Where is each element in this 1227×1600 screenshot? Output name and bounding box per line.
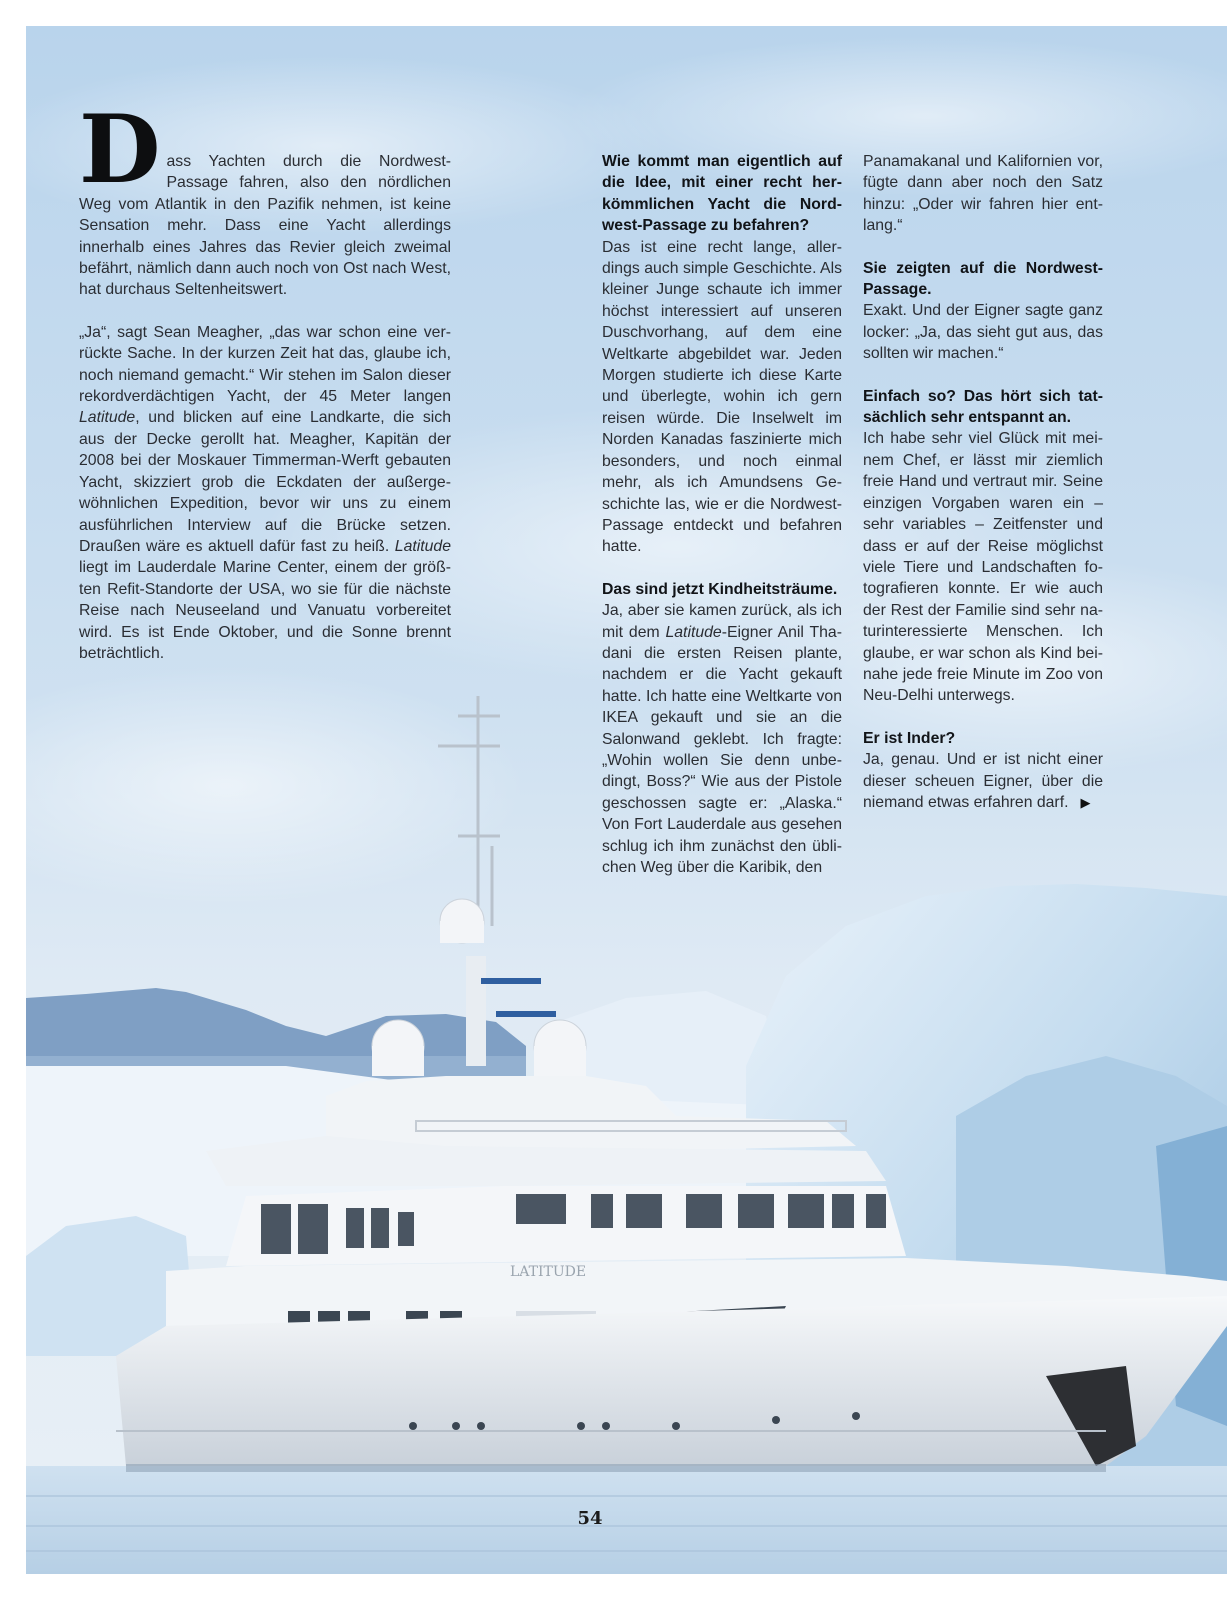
drop-cap-letter: D	[79, 95, 161, 205]
interview-question: Wie kommt man eigentlich auf die Idee, mit einer recht herkömmlichen Yacht die Nordwest-Passage zu befahren?	[602, 153, 842, 235]
yacht-name: Latitude	[79, 409, 136, 427]
body-text: „Ja“, sagt Sean Meagher, „das war schon eine verrückte Sache. In der kurzen Zeit hat das, glaube ich, noch niemand gemacht.“ Wir stehen im Salon dieser rekordverdächtigen Yacht, der 45 Meter langen	[79, 323, 451, 406]
answer-text: Ja, genau. Und er ist nicht einer dieser scheuen Eigner, über die niemand etwas erfahren darf.	[863, 751, 1103, 811]
hull-name-text: LATITUDE	[510, 1264, 587, 1280]
column-2	[602, 151, 842, 878]
interview-answer	[863, 749, 1103, 813]
page-number: 54	[577, 1508, 603, 1529]
body-text: , und blicken auf eine Landkarte, die sich aus der Decke gerollt hat. Meagher, Kapitän der 2008 bei der Moskauer Timmerman-Werft gebauten Yacht, skizziert grob die Eckdaten der außergewöhnlichen Expedition, bevor wir uns zu einem ausführlichen Interview auf die Brücke setzen. Draußen wäre es aktuell dafür fast zu heiß.	[79, 409, 451, 555]
body-paragraph	[79, 322, 451, 665]
interview-question: Sie zeigten auf die Nordwest-Passage.	[863, 259, 1103, 299]
answer-text: Ja, aber sie kamen zurück, als ich mit dem	[602, 602, 842, 641]
intro-text: ass Yachten durch die Nordwest-Passage fahren, also den nördlichen Weg vom Atlantik in den Pazifik nehmen, ist keine Sensation mehr. Dass eine Yacht allerdings innerhalb eines Jahres das Revier gleich zweimal befährt, nämlich dann auch noch von Ost nach West, hat durchaus Seltenheitswert.	[79, 153, 451, 299]
interview-question: Das sind jetzt Kindheitsträume.	[602, 580, 838, 598]
magazine-page	[26, 26, 1227, 1574]
interview-question: Er ist Inder?	[863, 729, 956, 747]
yacht-name: Latitude	[665, 623, 722, 641]
answer-text: -Eigner Anil Thadani die ersten Reisen plante, nachdem er die Yacht gekauft hatte. Ich hatte eine Weltkarte von IKEA gekauft und sie an die Salonwand geklebt. Ich fragte: „Wohin wollen Sie denn unbedingt, Boss?“ Wie aus der Pistole geschossen sagte er: „Alaska.“ Von Fort Lauderdale aus gesehen schlug ich ihm zunächst den üblichen Weg über die Karibik, den	[602, 623, 842, 876]
column-1	[79, 95, 451, 664]
interview-answer: Das ist eine recht lange, allerdings auch simple Geschichte. Als kleiner Junge schaute ich immer höchst interessiert auf unseren Duschvorhang, auf dem eine Weltkarte abgebildet war. Jeden Morgen studierte ich diese Karte und überlegte, wohin ich gern reisen würde. Die Inselwelt im Norden Kanadas faszinierte mich besonders, und noch einmal mehr, als ich Amundsens Geschichte las, wie er die Nordwest-Passage entdeckt und befahren hatte.	[602, 238, 842, 556]
intro-paragraph	[79, 95, 451, 301]
body-text: liegt im Lauderdale Marine Center, einem der größten Refit-Standorte der USA, wo sie für die nächste Reise nach Neuseeland und Vanuatu vorbereitet wird. Es ist Ende Oktober, und die Sonne brennt beträchtlich.	[79, 559, 451, 662]
interview-answer	[602, 600, 842, 878]
continue-arrow-icon: ▶	[1080, 794, 1091, 810]
interview-answer: Exakt. Und der Eigner sagte ganz locker: „Ja, das sieht gut aus, das sollten wir machen.“	[863, 302, 1103, 363]
interview-question: Einfach so? Das hört sich tatsächlich sehr entspannt an.	[863, 387, 1103, 427]
interview-answer: Ich habe sehr viel Glück mit meinem Chef, er lässt mir ziemlich freie Hand und vertraut mir. Seine einzigen Vorgaben waren ein – sehr variables – Zeitfenster und dass er auf der Reise möglichst viele Tiere und Landschaften fotografieren konnte. Er wie auch der Rest der Familie sind sehr naturinteressierte Menschen. Ich glaube, er war schon als Kind beinahe jede freie Minute im Zoo von Neu-Delhi unterwegs.	[863, 430, 1103, 705]
interview-answer: Panamakanal und Kalifornien vor, fügte dann aber noch den Satz hinzu: „Oder wir fahren hier entlang.“	[863, 153, 1103, 235]
column-3	[863, 151, 1103, 813]
yacht-name: Latitude	[394, 537, 451, 555]
